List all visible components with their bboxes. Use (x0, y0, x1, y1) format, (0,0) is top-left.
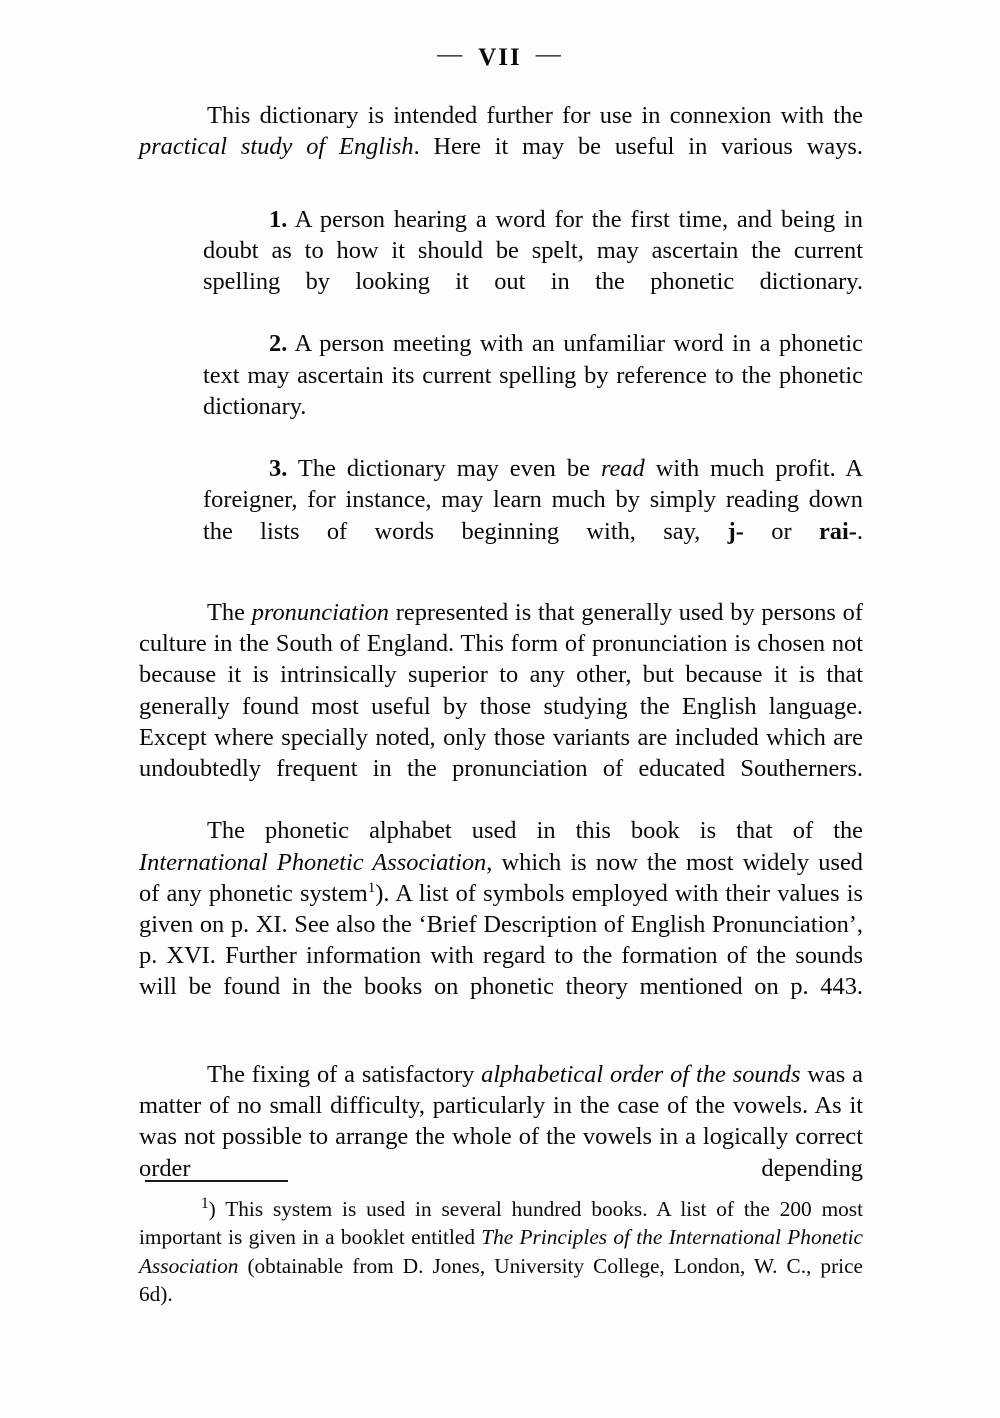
footnote-section (139, 1180, 863, 1337)
list-item-1-text: A person hearing a word for the first time, and being in doubt as to how it should be spelt, may ascertain the current spelling by looking it out in the phonetic dictionary. (203, 205, 863, 296)
list-item-3-text-tail: . (856, 517, 863, 545)
spacer (139, 578, 863, 597)
phonetic-symbol-j: j- (727, 517, 744, 545)
spacer (139, 1034, 863, 1059)
list-item-3-italic-read: read (600, 455, 645, 483)
list-item-2 (203, 328, 863, 453)
intro-italic-practical-study: practical study of English (139, 133, 414, 161)
list-item-3 (203, 453, 863, 578)
footnote-text (139, 1195, 863, 1337)
text-column (139, 100, 863, 1215)
list-item-1-number: 1. (269, 205, 288, 233)
spacer (139, 194, 863, 204)
footnote-separator-rule (145, 1180, 288, 1182)
intro-text-1: This dictionary is intended further for use in connexion with the (207, 102, 863, 129)
order-text-1: The fixing of a satisfactory (207, 1060, 482, 1088)
order-text-2: was a matter of no small difficulty, particularly in the case of the vowels. As it was not possible to arrange the whole of the vowels in a logically correct order depending (139, 1060, 863, 1182)
pronunciation-text-2: represented is that generally used by persons of culture in the South of England. This form of pronunciation is chosen not because it is intrinsically superior to any other, but because it is that generally found most useful by those studying the English language. Except where specially noted, only those variants are included which are undoubtedly frequent in the pronunciation of educated Southerners. (139, 599, 863, 783)
alphabet-text-3: ). A list of symbols employed with their values is given on p. XI. See also the ‘Brief Description of English Pronunciation’, p. XVI. Further information with regard to the formation of the sounds will be found in the books on phonetic theory mentioned on p. 443. (139, 879, 863, 1001)
phonetic-symbol-rai: rai- (818, 517, 857, 545)
page-number: VII (478, 44, 522, 71)
alphabet-text-1: The phonetic alphabet used in this book is that of the (207, 817, 863, 845)
pronunciation-paragraph (139, 597, 863, 815)
alphabet-text-2: , which is now the most widely used of any phonetic system (139, 848, 863, 907)
footnote-text-1: ) This system is used in several hundred books. A list of the 200 most important is given in a booklet entitled (139, 1197, 863, 1250)
intro-paragraph (139, 100, 863, 194)
list-item-2-number: 2. (269, 330, 288, 358)
intro-text-2: . Here it may be useful in various ways. (413, 133, 863, 161)
footnote-number: 1 (201, 1194, 209, 1212)
list-item-3-text-post: with much profit. A foreigner, for instance, may learn much by simply reading down the lists of words beginning with, say, (203, 455, 863, 545)
pronunciation-italic-term: pronunciation (251, 599, 389, 627)
numbered-list (203, 204, 863, 578)
list-item-3-text-mid: or (743, 517, 819, 545)
running-head-right-dash: — (535, 41, 563, 68)
list-item-1 (203, 204, 863, 329)
alphabet-italic-ipa: International Phonetic Association (139, 848, 487, 876)
alphabet-paragraph (139, 815, 863, 1033)
footnote-text-2: (obtainable from D. Jones, University College, London, W. C., price 6d). (139, 1253, 863, 1307)
list-item-2-text: A person meeting with an unfamiliar word in a phonetic text may ascertain its current spelling by reference to the phonetic dictionary. (203, 330, 863, 420)
pronunciation-text-1: The (207, 599, 252, 627)
list-item-3-number: 3. (269, 455, 288, 483)
running-head-left-dash: — (437, 41, 465, 68)
order-italic-alphabetical-order: alphabetical order of the sounds (481, 1060, 801, 1088)
list-item-3-text-pre: The dictionary may even be (287, 455, 601, 483)
footnote-italic-title: The Principles of the International Phonetic Association (139, 1225, 863, 1278)
running-head (0, 41, 1000, 72)
footnote-reference-marker: 1 (367, 879, 376, 896)
